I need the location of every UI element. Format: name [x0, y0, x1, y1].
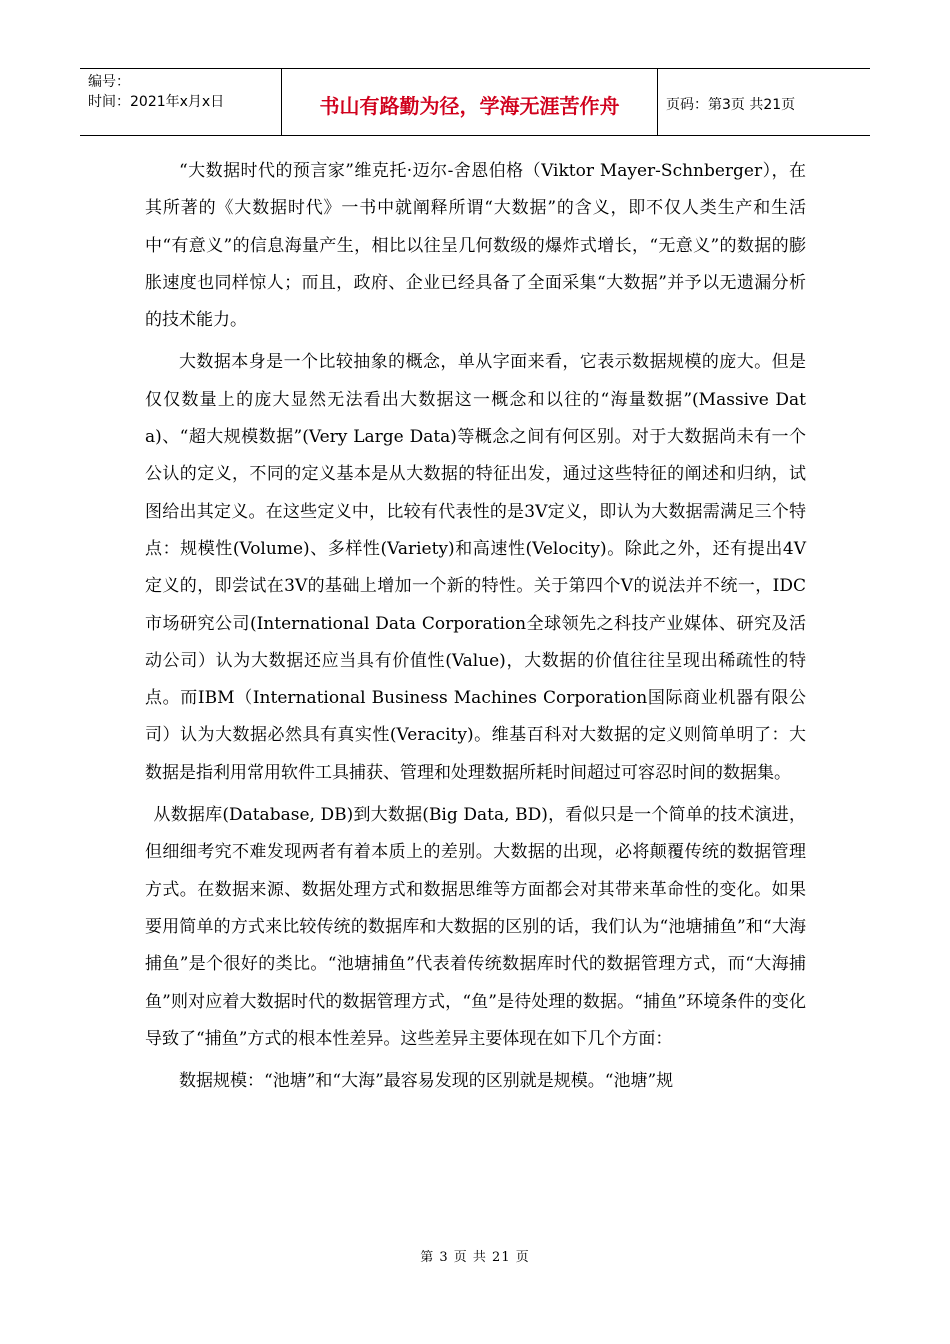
document-body [145, 153, 806, 1105]
paragraph-data-scale: 数据规模：“池塘”和“大海”最容易发现的区别就是规模。“池塘”规 [179, 1071, 674, 1092]
header-page-code: 页码：第3页 共21页 [666, 97, 796, 113]
time-label: 时间：2021年x月x日 [88, 94, 225, 110]
number-label: 编号： [88, 74, 130, 90]
page-header [80, 68, 870, 136]
page-footer: 第 3 页 共 21 页 [420, 1250, 530, 1265]
paragraph-big-data-definition: “大数据时代的预言家”维克托·迈尔-舍恩伯格（Viktor Mayer-Schnberger），在其所著的《大数据时代》一书中就阐释所谓“大数据”的含义，即不仅人类生产和生活中“有意义”的信息海量产生，相比以往呈几何数级的爆炸式增长，“无意义”的数据的膨胀速度也同样惊人；而且，政府、企业已经具备了全面采集“大数据”并予以无遗漏分析的技术能力。 [145, 161, 806, 331]
paragraph-3v-definition: 大数据本身是一个比较抽象的概念，单从字面来看，它表示数据规模的庞大。但是仅仅数量上的庞大显然无法看出大数据这一概念和以往的“海量数据”(Massive Data)、“超大规模数据”(Very Large Data)等概念之间有何区别。对于大数据尚未有一个公认的定义，不同的定义基本是从大数据的特征出发，通过这些特征的阐述和归纳，试图给出其定义。在这些定义中，比较有代表性的是3V定义，即认为大数据需满足三个特点：规模性(Volume)、多样性(Variety)和高速性(Velocity)。除此之外，还有提出4V定义的，即尝试在3V的基础上增加一个新的特性。关于第四个V的说法并不统一，IDC市场研究公司(International Data Corporation全球领先之科技产业媒体、研究及活动公司）认为大数据还应当具有价值性(Value)，大数据的价值往往呈现出稀疏性的特点。而IBM（International Business Machines Corporation国际商业机器有限公司）认为大数据必然具有真实性(Veracity)。维基百科对大数据的定义则简单明了：大数据是指利用常用软件工具捕获、管理和处理数据所耗时间超过可容忍时间的数据集。 [145, 352, 806, 783]
paragraph-db-vs-big-data: 从数据库(Database, DB)到大数据(Big Data, BD)，看似只是一个简单的技术演进，但细细考究不难发现两者有着本质上的差别。大数据的出现，必将颠覆传统的数据管理方式。在数据来源、数据处理方式和数据思维等方面都会对其带来革命性的变化。如果要用简单的方式来比较传统的数据库和大数据的区别的话，我们认为“池塘捕鱼”和“大海捕鱼”是个很好的类比。“池塘捕鱼”代表着传统数据库时代的数据管理方式，而“大海捕鱼”则对应着大数据时代的数据管理方式，“鱼”是待处理的数据。“捕鱼”环境条件的变化导致了“捕鱼”方式的根本性差异。这些差异主要体现在如下几个方面： [145, 805, 806, 1049]
header-motto: 书山有路勤为径，学海无涯苦作舟 [282, 69, 658, 135]
header-meta [80, 69, 282, 135]
